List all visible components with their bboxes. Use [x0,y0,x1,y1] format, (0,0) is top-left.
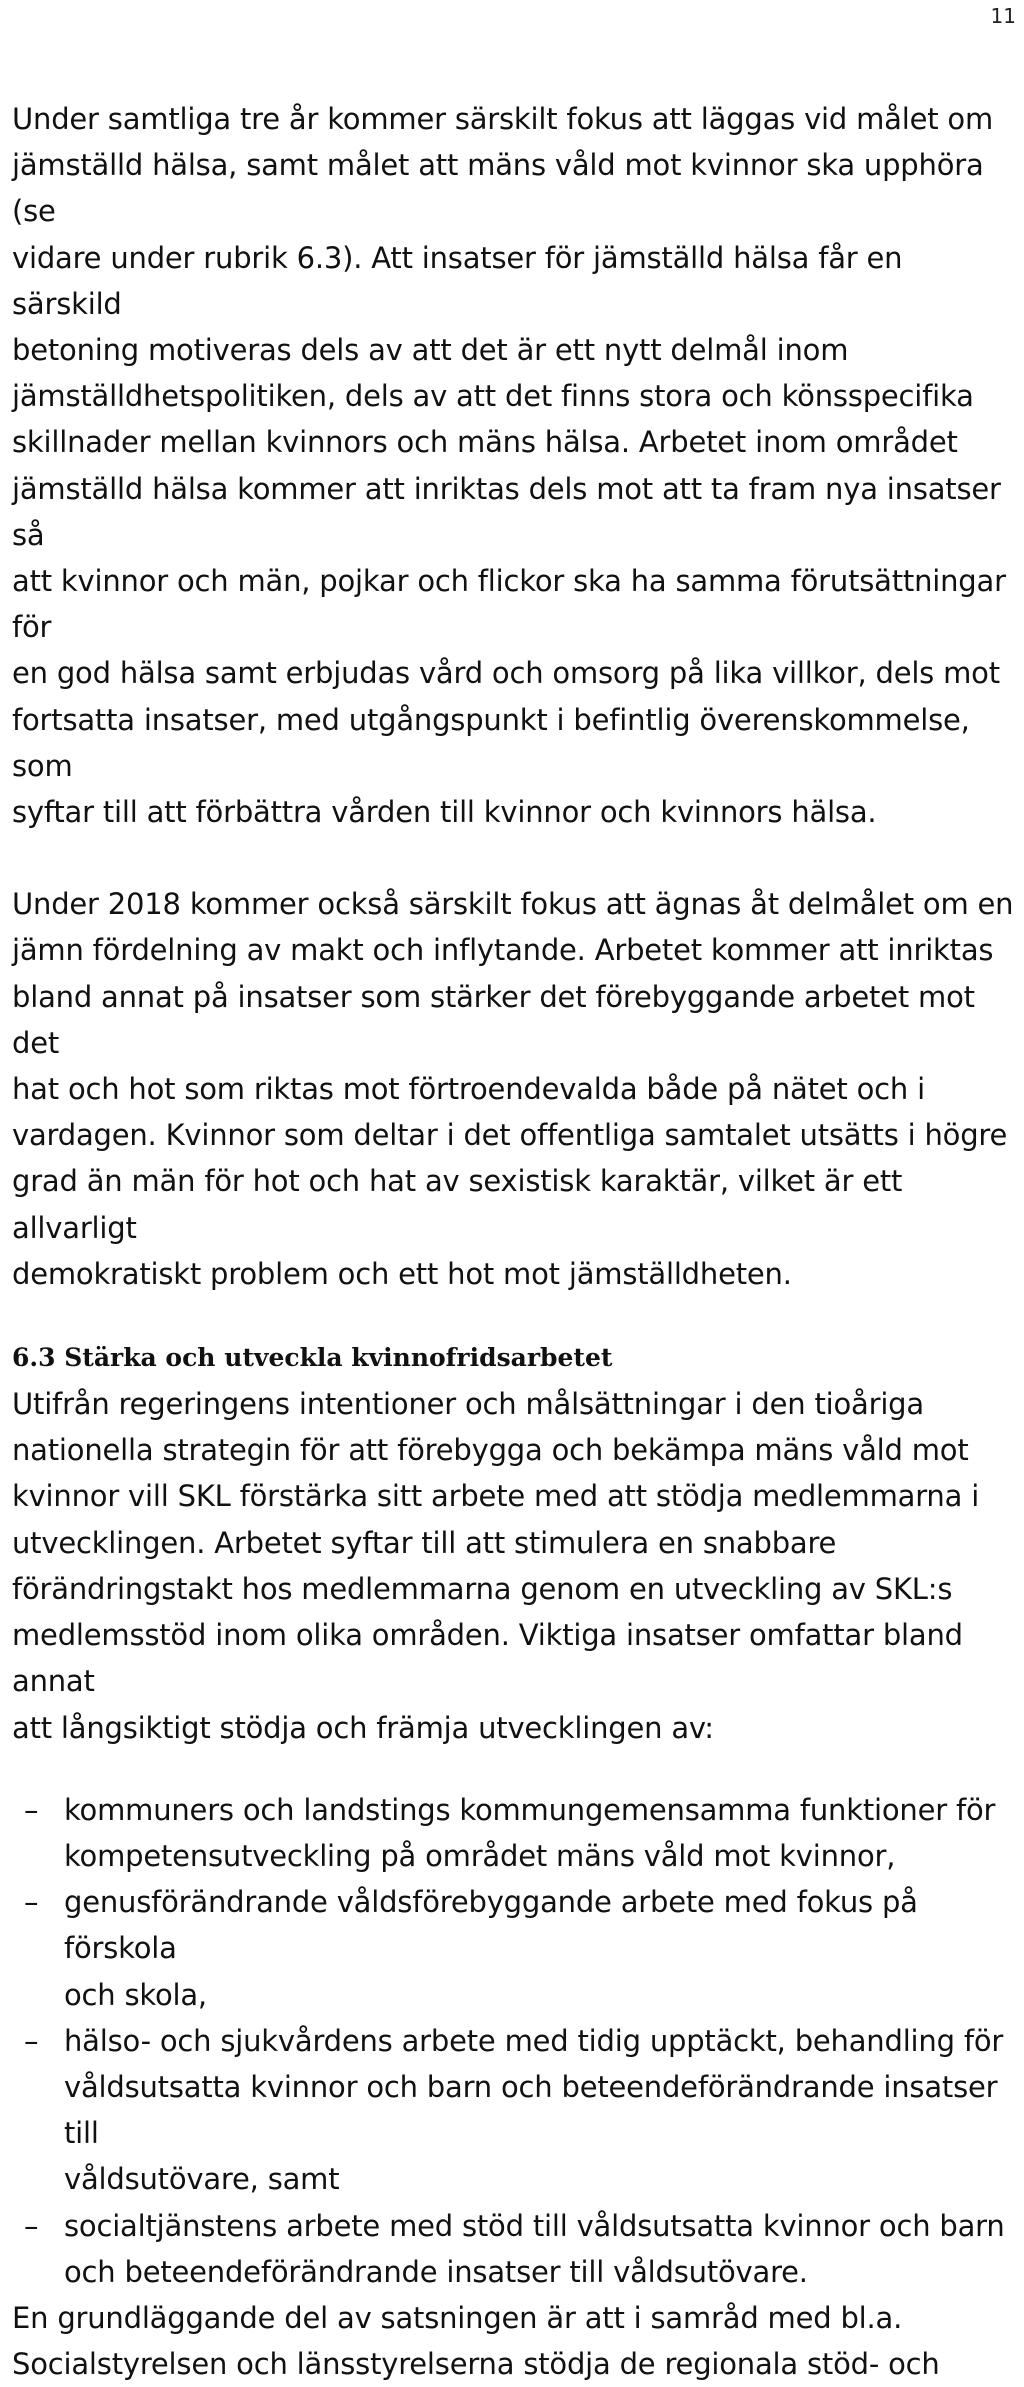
dash-marker: – [24,1885,39,1920]
list-item-text: kommuners och landstings kommungemensamma funktioner för kompetensutveckling på området mäns våld mot kvinnor, [64,1792,996,1873]
dash-marker: – [24,2023,39,2058]
document-body [12,96,1016,2387]
page-number: 11 [990,4,1016,28]
list-item [12,2018,1016,2203]
section-title: Stärka och utveckla kvinnofridsarbetet [64,1343,613,1373]
paragraph-power-influence: Under 2018 kommer också särskilt fokus att ägnas åt delmålet om en jämn fördelning av makt och inflytande. Arbetet kommer att inriktas bland annat på insatser som stärker det förebyggande arbetet mot det hat och hot som riktas mot förtroendevalda både på nätet och i vardagen. Kvinnor som deltar i det offentliga samtalet utsätts i högre grad än män för hot och hat av sexistisk karaktär, vilket är ett allvarligt demokratiskt problem och ett hot mot jämställdheten. [12,887,1014,1291]
paragraph-focus-areas: Under samtliga tre år kommer särskilt fokus att läggas vid målet om jämställd hälsa, samt målet att mäns våld mot kvinnor ska upphöra (se vidare under rubrik 6.3). Att insatser för jämställd hälsa får en särskild betoning motiveras dels av att det är ett nytt delmål inom jämställdhetspolitiken, dels av att det finns stora och könsspecifika skillnader mellan kvinnors och mäns hälsa. Arbetet inom området jämställd hälsa kommer att inriktas dels mot att ta fram nya insatser så att kvinnor och män, pojkar och flickor ska ha samma förutsättningar för en god hälsa samt erbjudas vård och omsorg på lika villkor, dels mot fortsatta insatser, med utgångspunkt i befintlig överenskommelse, som syftar till att förbättra vården till kvinnor och kvinnors hälsa. [12,102,1006,830]
list-item [12,1787,1016,1879]
paragraph-strategy: Utifrån regeringens intentioner och målsättningar i den tioåriga nationella strategin för att förebygga och bekämpa mäns våld mot kvinnor vill SKL förstärka sitt arbete med att stödja medlemmarna i utvecklingen. Arbetet syftar till att stimulera en snabbare förändringstakt hos medlemmarna genom en utveckling av SKL:s medlemsstöd inom olika områden. Viktiga insatser omfattar bland annat att långsiktigt stödja och främja utvecklingen av: [12,1387,980,1745]
paragraph-fundamental-part: En grundläggande del av satsningen är att i samråd med bl.a. Socialstyrelsen och länsstyrelserna stödja de regionala stöd- och [12,2300,940,2382]
section-number: 6.3 [12,1343,56,1373]
list-item-text: socialtjänstens arbete med stöd till våldsutsatta kvinnor och barn och beteendeförändrande insatser till våldsutövare. [64,2208,1005,2289]
section-heading [12,1335,1016,1381]
dash-marker: – [24,1792,39,1827]
list-item-text: hälso- och sjukvårdens arbete med tidig upptäckt, behandling för våldsutsatta kvinnor och barn och beteendeförändrande insatser till våldsutövare, samt [64,2023,1004,2197]
list-item-text: genusförändrande våldsförebyggande arbete med fokus på förskola och skola, [64,1885,918,2012]
list-item [12,2203,1016,2295]
bullet-list [12,1787,1016,2295]
dash-marker: – [24,2208,39,2243]
list-item [12,1879,1016,2018]
